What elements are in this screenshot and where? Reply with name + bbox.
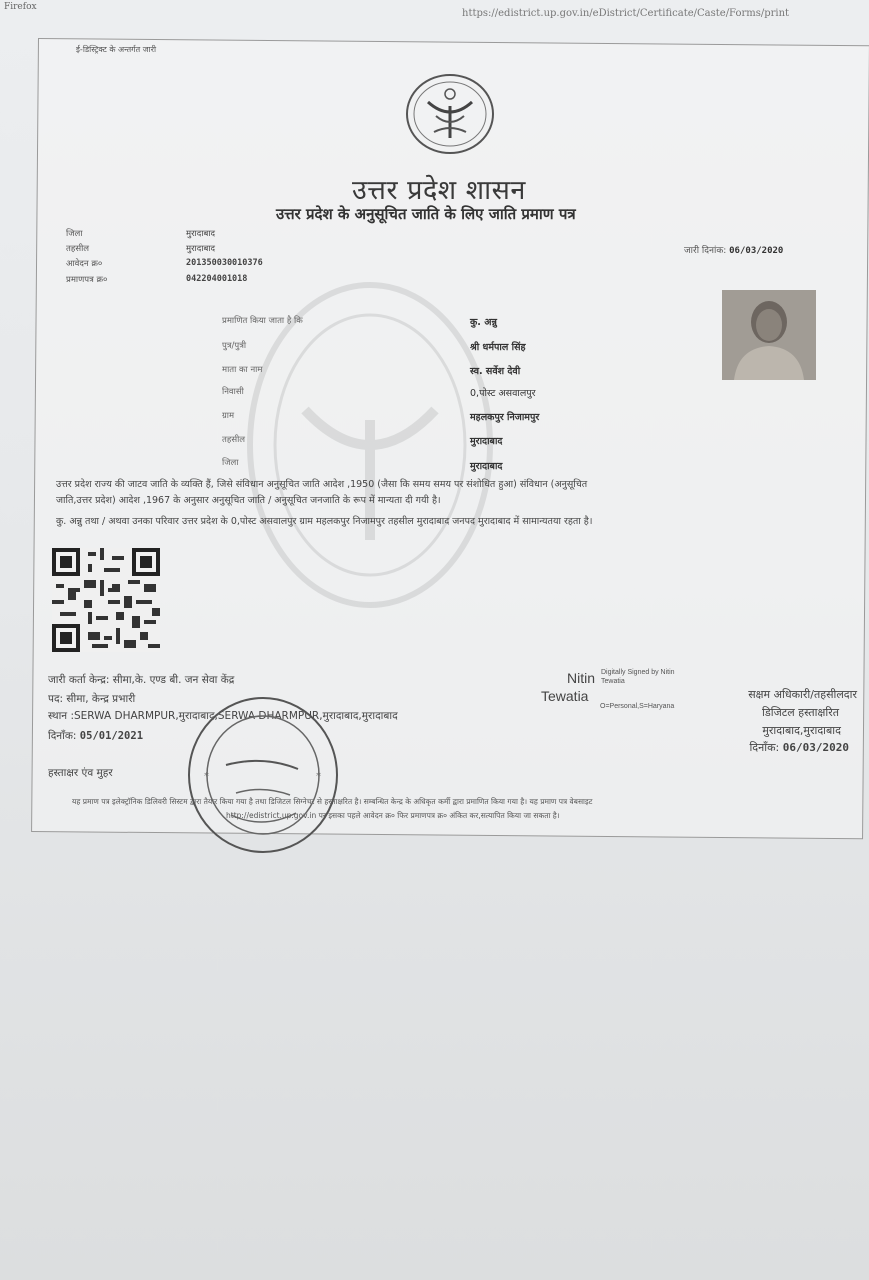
up-emblem-icon (404, 72, 496, 156)
footer-note-line-1: यह प्रमाण पत्र इलेक्ट्रॉनिक डिलिवरी सिस्टम द्वारा तैयार किया गया है तथा डिजिटल सिग्नेचर से हस्ताक्षरित है। सम्बन्धित केन्द्र के अधिकृत कर्मी द्वारा प्रमाणित किया गया है। यह प्रमाण पत्र वेबसाइट (72, 797, 593, 806)
meta-value-tehsil: मुरादाबाद (186, 244, 216, 254)
record-label-resident: निवासी (222, 387, 244, 397)
person-photo-icon (722, 290, 816, 380)
record-value-mother: स्व. सर्वेश देवी (470, 366, 521, 377)
svg-text:*: * (204, 771, 209, 782)
officer-designation: सक्षम अधिकारी/तहसीलदार (748, 688, 857, 701)
caste-statement-line-2: जाति,उत्तर प्रदेश) आदेश ,1967 के अनुसार अनुसूचित जाति / अनुसूचित जनजाति के रूप में मान्यता दी गयी है। (56, 495, 441, 506)
officer-date-value: 06/03/2020 (782, 741, 849, 754)
record-value-father: श्री धर्मपाल सिंह (470, 342, 526, 353)
digital-signer-last-name: Tewatia (541, 688, 589, 704)
meta-value-district: मुरादाबाद (186, 229, 216, 239)
applicant-photo (722, 290, 816, 380)
rubber-stamp-icon (186, 695, 340, 855)
page-url: https://edistrict.up.gov.in/eDistrict/Certificate/Caste/Forms/print (462, 8, 790, 19)
record-value-name: कु. अन्नु (470, 317, 497, 328)
certificate-title: उत्तर प्रदेश के अनुसूचित जाति के लिए जाति प्रमाण पत्र (276, 205, 576, 223)
meta-value-application-no: 201350030010376 (186, 258, 263, 268)
officer-date (749, 740, 849, 755)
officer-digital-signed: डिजिटल हस्ताक्षरित (762, 706, 839, 719)
record-label-parent: पुत्र/पुत्री (222, 341, 247, 351)
digital-signature-signed-by-2: Tewatia (601, 678, 625, 685)
issue-date-value: 06/03/2020 (729, 246, 784, 256)
digital-signer-first-name: Nitin (567, 670, 596, 686)
meta-label-district: जिला (66, 229, 83, 239)
signature-seal-label: हस्ताक्षर एंव मुहर (48, 767, 113, 779)
qr-code-icon (52, 548, 160, 652)
record-value-district: मुरादाबाद (470, 461, 503, 472)
issue-date (684, 243, 783, 256)
emblem-watermark-icon (245, 280, 495, 610)
issuer-date-value: 05/01/2021 (79, 730, 144, 742)
officer-location: मुरादाबाद,मुरादाबाद (762, 724, 841, 737)
caste-statement-line-1: उत्तर प्रदेश राज्य की जाटव जाति के व्यक्ति हैं, जिसे संविधान अनुसूचित जाति आदेश ,1950 (जैसा कि समय समय पर संशोधित हुआ) संविधान (अनुसूचित (56, 479, 588, 490)
record-label-mother: माता का नाम (222, 365, 263, 375)
issuer-place: स्थान :SERWA DHARMPUR,मुरादाबाद,SERWA DHARMPUR,मुरादाबाद,मुरादाबाद (48, 710, 398, 722)
record-label-village: ग्राम (222, 411, 235, 421)
government-title: उत्तर प्रदेश शासन (352, 175, 526, 206)
meta-label-application-no: आवेदन क्र० (66, 259, 103, 269)
browser-app-label: Firefox (4, 2, 37, 12)
svg-text:*: * (316, 771, 321, 782)
footer-note-line-2: http://edistrict.up.gov.in पर इसका पहले आवेदन क्र० फिर प्रमाणपत्र क्र० अंकित कर,सत्यापित किया जा सकता है। (226, 811, 560, 820)
caste-statement (56, 477, 836, 509)
digital-signature-org: O=Personal,S=Haryana (600, 703, 675, 710)
issue-date-label: जारी दिनांक: (684, 246, 727, 256)
record-label-district: जिला (222, 458, 239, 468)
officer-date-label: दिनाँक: (749, 741, 780, 754)
record-value-resident: 0,पोस्ट असवालपुर (470, 388, 536, 399)
edistrict-header: ई-डिस्ट्रिक्ट के अन्तर्गत जारी (76, 45, 157, 54)
record-label-tehsil: तहसील (222, 435, 246, 445)
record-value-village: महलकपुर निजामपुर (470, 412, 540, 423)
issuer-center: जारी कर्ता केन्द्र: सीमा,के. एण्ड बी. जन सेवा केंद्र (48, 674, 235, 686)
meta-label-tehsil: तहसील (66, 244, 90, 254)
issuer-date (48, 729, 143, 743)
record-value-tehsil: मुरादाबाद (470, 436, 503, 447)
record-label-certified: प्रमाणित किया जाता है कि (222, 316, 303, 326)
meta-value-certificate-no: 042204001018 (186, 274, 248, 284)
residence-statement: कु. अन्नु तथा / अथवा उनका परिवार उत्तर प्रदेश के 0,पोस्ट असवालपुर ग्राम महलकपुर निजामपुर तहसील मुरादाबाद जनपद मुरादाबाद में सामान्यतया रहता है। (56, 516, 593, 527)
issuer-post: पद: सीमा, केन्द्र प्रभारी (48, 693, 136, 705)
issuer-date-label: दिनाँक: (48, 730, 77, 742)
digital-signature-detail (601, 668, 675, 686)
digital-signature-signed-by: Digitally Signed by Nitin (601, 669, 675, 676)
meta-label-certificate-no: प्रमाणपत्र क्र० (66, 275, 108, 285)
